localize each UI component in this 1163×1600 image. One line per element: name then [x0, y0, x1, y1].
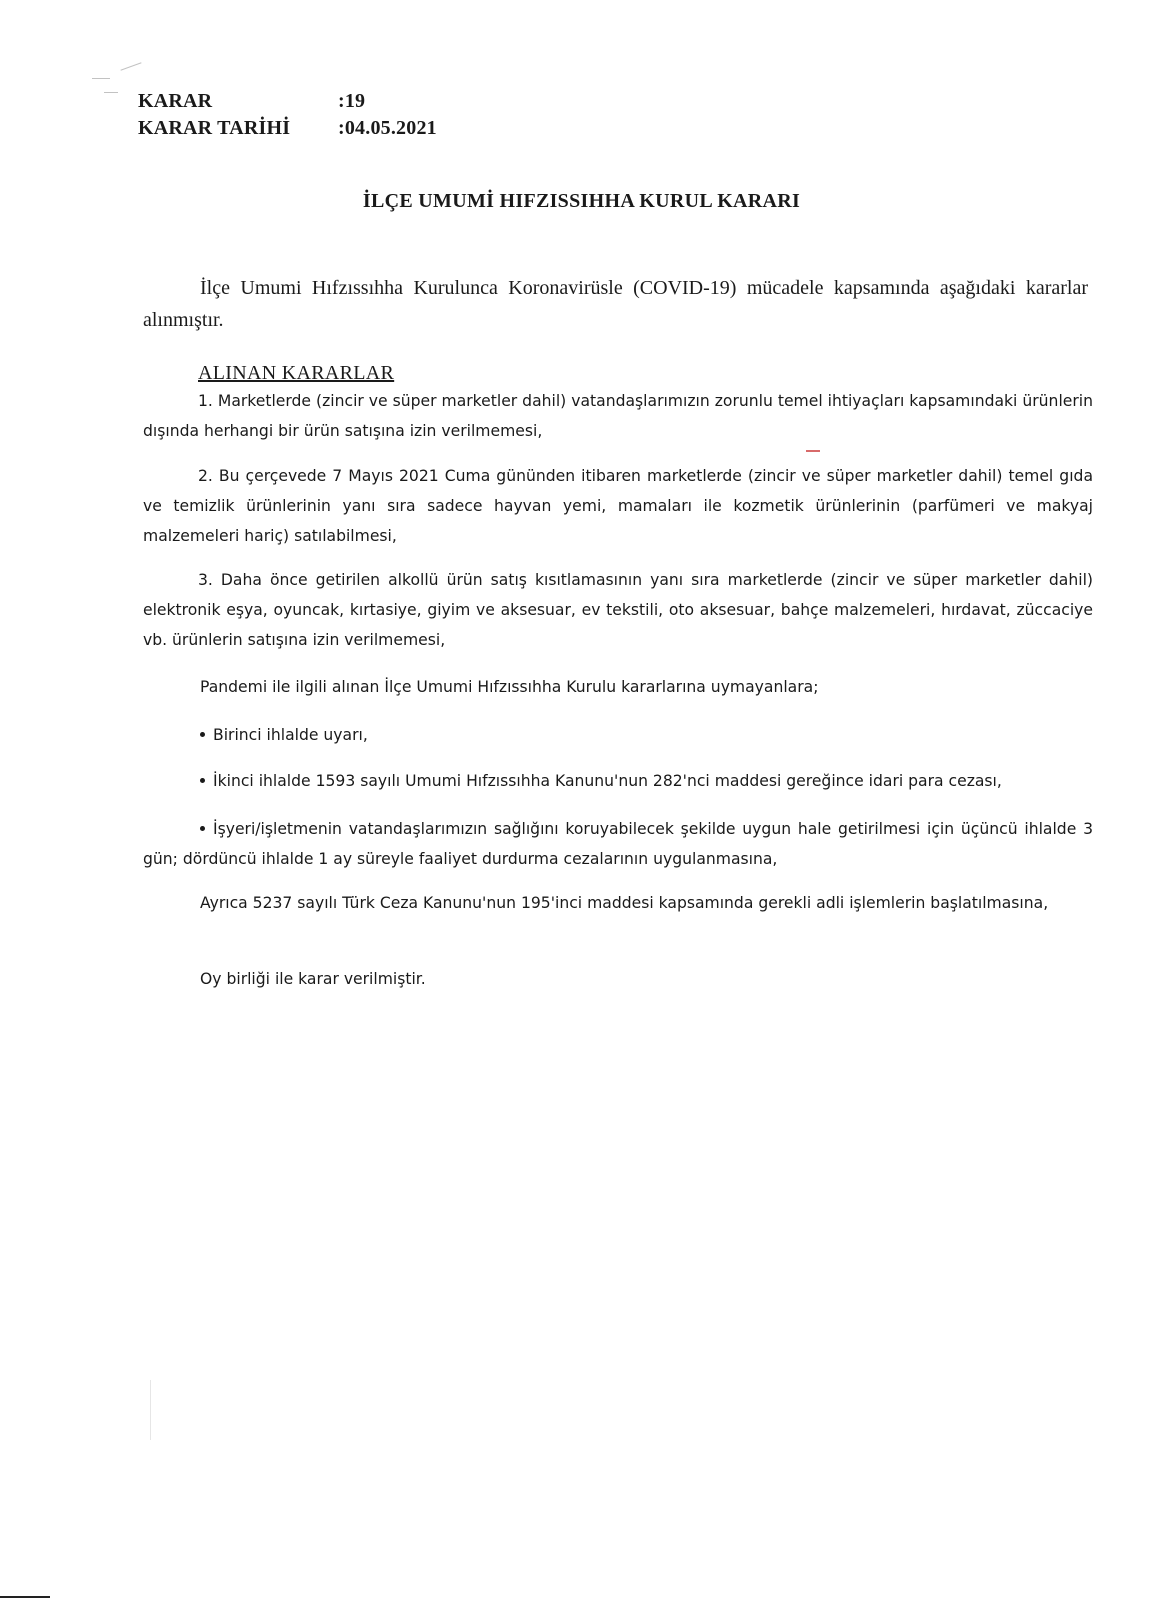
decision-date-value: :04.05.2021 [338, 117, 437, 139]
penalty-item-1 [200, 726, 368, 744]
document-title: İLÇE UMUMİ HIFZISSIHHA KURUL KARARI [362, 190, 801, 212]
decisions-heading: ALINAN KARARLAR [198, 362, 395, 384]
penalty-item-2-text: İkinci ihlalde 1593 sayılı Umumi Hıfzıssıhha Kanunu'nun 282'nci maddesi gereğince idari para cezası, [213, 772, 1002, 790]
penalty-item-2 [200, 772, 1002, 790]
decision-date-label: KARAR TARİHİ [138, 117, 291, 139]
penalty-intro: Pandemi ile ilgili alınan İlçe Umumi Hıfzıssıhha Kurulu kararlarına uymayanlara; [200, 678, 819, 696]
scan-artifact [150, 1380, 151, 1440]
decision-item-3: 3. Daha önce getirilen alkollü ürün satış kısıtlamasının yanı sıra marketlerde (zincir ve süper marketler dahil) elektronik eşya, oyuncak, kırtasiye, giyim ve aksesuar, ev tekstili, oto aksesuar, bahçe malzemeleri, hırdavat, züccaciye vb. ürünlerin satışına izin verilmemesi, [143, 571, 1093, 649]
decision-number-row [138, 90, 366, 113]
penalty-item-1-text: Birinci ihlalde uyarı, [213, 726, 368, 744]
closing-statement: Oy birliği ile karar verilmiştir. [200, 970, 426, 988]
bullet-icon [200, 732, 205, 737]
decision-number-value: :19 [338, 90, 366, 112]
scan-artifact [120, 62, 141, 70]
decision-item-2: 2. Bu çerçevede 7 Mayıs 2021 Cuma gününden itibaren marketlerde (zincir ve süper marketler dahil) temel gıda ve temizlik ürünlerinin yanı sıra sadece hayvan yemi, mamaları ile kozmetik ürünlerinin (parfümeri ve makyaj malzemeleri hariç) satılabilmesi, [143, 467, 1093, 545]
penalty-item-3-text: İşyeri/işletmenin vatandaşlarımızın sağlığını koruyabilecek şekilde uygun hale getirilmesi için üçüncü ihlalde 3 gün; dördüncü ihlalde 1 ay süreyle faaliyet durdurma cezalarının uygulanmasına, [143, 820, 1093, 868]
decision-date-row [138, 117, 437, 140]
scan-artifact [92, 78, 110, 79]
intro-paragraph: İlçe Umumi Hıfzıssıhha Kurulunca Koronavirüsle (COVID-19) mücadele kapsamında aşağıdaki kararlar alınmıştır. [143, 277, 1088, 331]
scan-artifact [104, 92, 118, 93]
bullet-icon [200, 826, 205, 831]
scan-edge [0, 1596, 50, 1598]
red-pen-mark [806, 450, 820, 452]
penalty-item-3 [143, 814, 1093, 874]
decision-number-label: KARAR [138, 90, 213, 112]
decision-item-1: 1. Marketlerde (zincir ve süper marketler dahil) vatandaşlarımızın zorunlu temel ihtiyaçları kapsamındaki ürünlerin dışında herhangi bir ürün satışına izin verilmemesi, [143, 392, 1093, 440]
additional-paragraph: Ayrıca 5237 sayılı Türk Ceza Kanunu'nun 195'inci maddesi kapsamında gerekli adli işlemlerin başlatılmasına, [200, 894, 1049, 912]
bullet-icon [200, 778, 205, 783]
